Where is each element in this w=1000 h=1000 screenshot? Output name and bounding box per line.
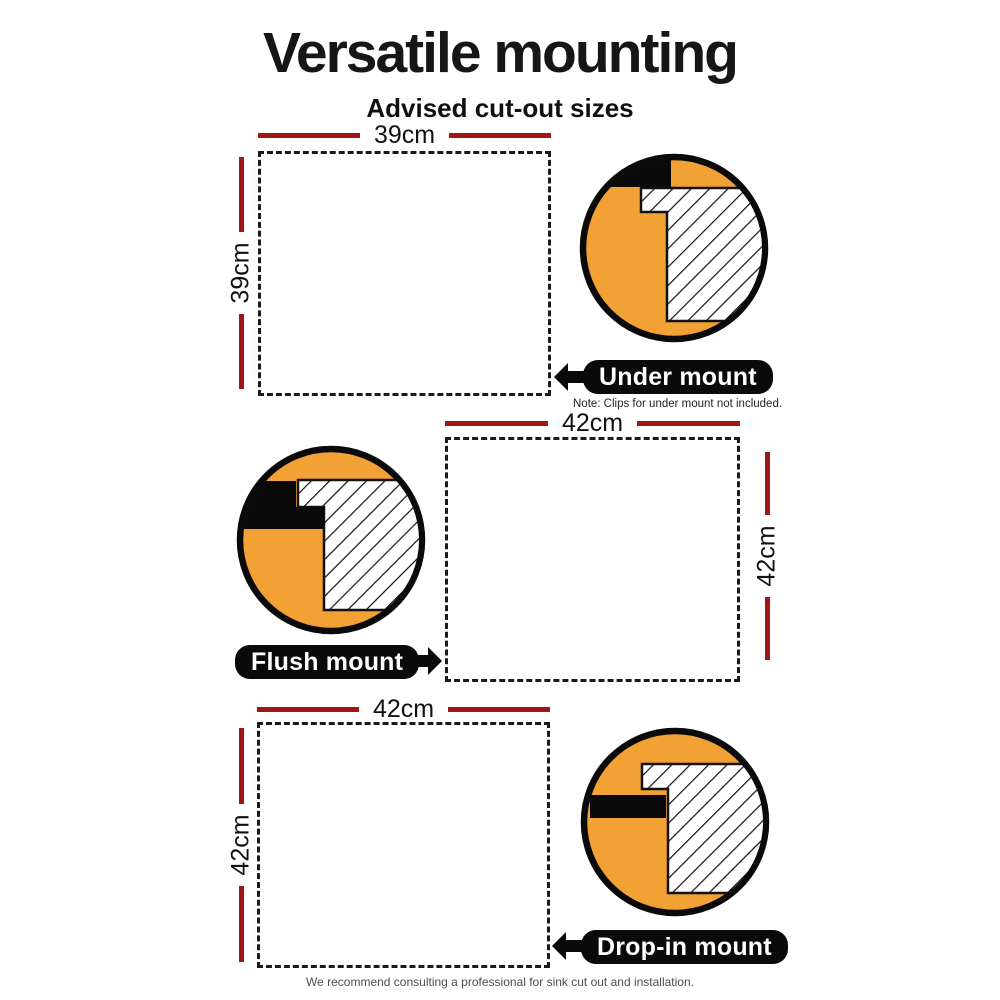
- height-dimension-label: 42cm: [226, 814, 255, 876]
- drop-in-mount-label: Drop-in mount: [581, 930, 788, 964]
- dimension-line: [239, 886, 244, 962]
- width-dimension-flush-mount: [445, 410, 740, 436]
- width-dimension-label: 39cm: [373, 120, 436, 149]
- dimension-line: [239, 728, 244, 804]
- height-dimension-label: 42cm: [752, 525, 781, 587]
- dimension-line: [258, 133, 360, 138]
- width-dimension-label: 42cm: [372, 694, 435, 723]
- cutout-box-flush-mount: [445, 437, 740, 682]
- dimension-line: [448, 707, 550, 712]
- under-mount-diagram: [579, 153, 769, 343]
- arrow-left-icon: [554, 360, 584, 394]
- dimension-line: [637, 421, 740, 426]
- drop-in-mount-diagram: [580, 727, 770, 917]
- width-dimension-label: 42cm: [561, 408, 624, 437]
- dimension-line: [239, 314, 244, 389]
- dimension-line: [765, 452, 770, 515]
- dimension-line: [765, 597, 770, 660]
- dimension-line: [239, 157, 244, 232]
- height-dimension-under-mount: [224, 157, 258, 389]
- height-dimension-label: 39cm: [226, 242, 255, 304]
- page-subtitle: Advised cut-out sizes: [366, 93, 634, 123]
- dimension-line: [445, 421, 548, 426]
- page-title: Versatile mounting: [263, 21, 737, 85]
- width-dimension-drop-in-mount: [257, 696, 550, 722]
- cutout-box-drop-in-mount: [257, 722, 550, 968]
- height-dimension-flush-mount: [750, 452, 784, 660]
- under-mount-note: Note: Clips for under mount not included.: [573, 398, 783, 410]
- arrow-right-icon: [412, 644, 442, 678]
- height-dimension-drop-in-mount: [224, 728, 258, 962]
- cutout-box-under-mount: [258, 151, 551, 396]
- dimension-line: [257, 707, 359, 712]
- arrow-left-icon: [552, 929, 582, 963]
- dimension-line: [449, 133, 551, 138]
- flush-mount-diagram: [236, 445, 426, 635]
- under-mount-label: Under mount: [583, 360, 773, 394]
- footer-disclaimer: We recommend consulting a professional for sink cut out and installation.: [306, 975, 694, 989]
- flush-mount-label: Flush mount: [235, 645, 419, 679]
- width-dimension-under-mount: [258, 122, 551, 148]
